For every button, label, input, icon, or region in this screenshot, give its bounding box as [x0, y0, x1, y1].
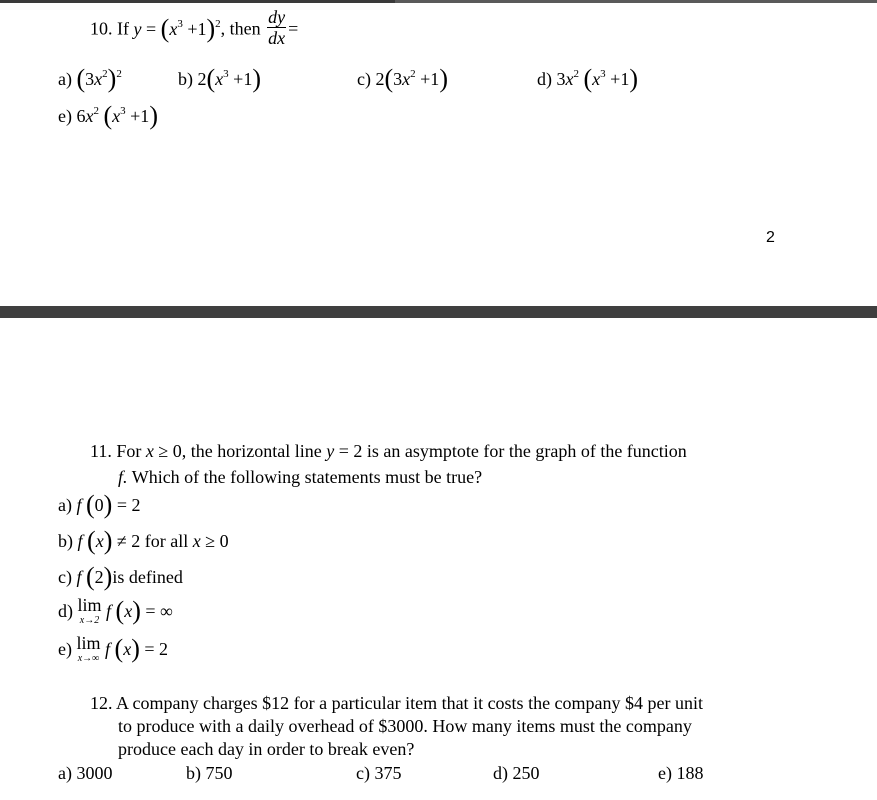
q10-choice-a-expr: $(3x^2)^2$ — [76, 64, 122, 93]
q12-choice-value: 250 — [512, 763, 540, 783]
q10-choice-d-expr: $3x^2$ $(x^3 +1)$ — [556, 64, 638, 93]
q12-choice-label: e) — [658, 763, 672, 783]
q12-choice-a[interactable] — [58, 764, 112, 782]
question-11-text-a: For — [116, 441, 142, 461]
question-11-condition: x ≥ 0 — [145, 441, 182, 461]
question-11-asymptote-eq: y = 2 — [326, 441, 363, 461]
q11-choice-b-condition: x ≥ 0 — [192, 531, 229, 551]
page-number: 2 — [766, 229, 775, 246]
q10-choice-d-label: d) — [537, 69, 552, 89]
question-11-number: 11. — [90, 441, 112, 461]
question-10-lead: If — [117, 18, 129, 39]
question-11-stem-line-2 — [118, 466, 482, 489]
q10-choice-c-expr: $2(3x^2 +1)$ — [375, 64, 448, 93]
question-10-function: $y = (x^3 +1)^2$ — [133, 13, 221, 43]
question-11-text-b: , the horizontal line — [181, 441, 322, 461]
question-12-stem-line-1 — [90, 692, 703, 715]
question-11-text-d: Which of the following statements must be true? — [131, 467, 483, 487]
q10-choice-e-label: e) — [58, 106, 72, 126]
q11-choice-c[interactable] — [58, 562, 183, 591]
page-top-border-highlight — [395, 0, 877, 3]
q12-choice-label: d) — [493, 763, 508, 783]
q11-choice-c-expr: f (2) — [76, 562, 113, 591]
document-page-1 — [0, 0, 877, 306]
q11-choice-b[interactable] — [58, 526, 229, 555]
q12-choice-label: a) — [58, 763, 72, 783]
q11-choice-d-expr: lim x→2 f (x) = ∞ — [77, 595, 173, 626]
question-10-then: , then — [220, 18, 261, 39]
question-10-number: 10. — [90, 18, 113, 39]
q10-choice-c-label: c) — [357, 69, 371, 89]
question-10-stem: 10. If $y = (x^3 +1)^2$, then $\frac{dy}{dx}$ = — [90, 7, 299, 48]
q12-choice-value: 375 — [374, 763, 402, 783]
q10-choice-e-expr: $6x^2$ $(x^3 +1)$ — [76, 101, 158, 130]
question-11-text-c: is an asymptote for the graph of the function — [366, 441, 687, 461]
q11-choice-e-label: e) — [58, 639, 72, 659]
question-12-stem-line-3: produce each day in order to break even? — [118, 739, 415, 759]
q11-choice-e-expr: lim x→∞ f (x) = 2 — [76, 633, 169, 664]
derivative-dy-dx: $\frac{dy}{dx}$ — [268, 7, 286, 48]
q11-choice-b-text: for all — [144, 531, 189, 551]
q12-choice-label: c) — [356, 763, 370, 783]
q12-choice-d[interactable] — [493, 764, 540, 782]
q12-choice-label: b) — [186, 763, 201, 783]
q10-choice-a[interactable] — [58, 64, 122, 93]
question-12-stem-line-2: to produce with a daily overhead of $3000. How many items must the company — [118, 716, 692, 736]
q11-choice-a-label: a) — [58, 495, 72, 515]
page-separator — [0, 306, 877, 318]
q10-choice-b[interactable] — [178, 64, 261, 93]
q11-choice-d-label: d) — [58, 601, 73, 621]
q10-choice-b-label: b) — [178, 69, 193, 89]
q11-choice-d[interactable] — [58, 596, 173, 626]
q11-choice-a-expr: f (0) = 2 — [76, 490, 141, 519]
q12-choice-e[interactable] — [658, 764, 703, 782]
q11-choice-c-label: c) — [58, 567, 72, 587]
q11-choice-b-expr: f (x) ≠ 2 — [77, 526, 141, 555]
q11-choice-c-text: is defined — [112, 567, 183, 587]
q12-choice-value: 3000 — [76, 763, 113, 783]
question-12-text-1: A company charges $12 for a particular item that it costs the company $4 per unit — [116, 693, 704, 713]
question-12-number: 12. — [90, 693, 113, 713]
q12-choice-c[interactable] — [356, 764, 401, 782]
question-11-stem-line-1 — [90, 440, 687, 463]
q10-choice-d[interactable] — [537, 64, 638, 93]
q11-choice-e[interactable] — [58, 634, 168, 664]
q11-choice-b-label: b) — [58, 531, 73, 551]
q12-choice-value: 750 — [205, 763, 233, 783]
q12-choice-value: 188 — [676, 763, 704, 783]
q10-choice-e[interactable] — [58, 101, 158, 130]
q10-choice-b-expr: $2(x^3 +1)$ — [197, 64, 261, 93]
q12-choice-b[interactable] — [186, 764, 233, 782]
question-11-function-name: f. — [118, 467, 128, 487]
q10-choice-c[interactable] — [357, 64, 448, 93]
q11-choice-a[interactable] — [58, 490, 141, 519]
q10-choice-a-label: a) — [58, 69, 72, 89]
